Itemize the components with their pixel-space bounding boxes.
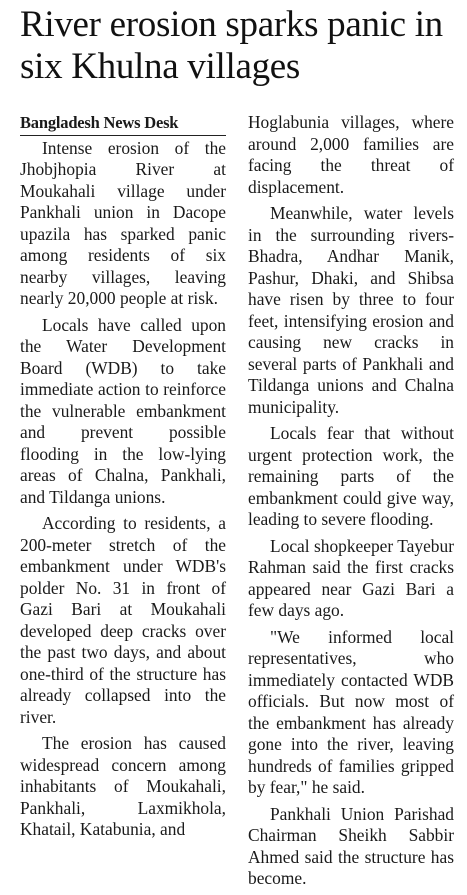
paragraph: Pankhali Union Parishad Chairman Sheikh Sabbir Ahmed said the structure has become. [248,803,454,888]
paragraph: The erosion has caused widespread concern among inhabitants of Moukahali, Pankhali, Laxmikhola, Khatail, Katabunia, and [20,733,226,839]
paragraph: Locals have called upon the Water Development Board (WDB) to take immediate action to reinforce the vulnerable embankment and prevent possible flooding in the low-lying areas of Chalna, Pankhali, and Tildanga unions. [20,314,226,507]
headline: River erosion sparks panic in six Khulna villages [20,4,443,87]
paragraph: Intense erosion of the Jhobjhopia River at Moukahali village under Pankhali union in Dacope upazila has sparked panic among residents of six nearby villages, leaving nearly 20,000 people at risk. [20,137,226,308]
byline: Bangladesh News Desk [20,112,226,136]
article-column-left [20,112,226,846]
article-column-right [248,112,454,895]
paragraph: Local shopkeeper Tayebur Rahman said the first cracks appeared near Gazi Bari a few days ago. [248,535,454,620]
paragraph: According to residents, a 200-meter stretch of the embankment under WDB's polder No. 31 in front of Gazi Bari at Moukahali developed deep cracks over the past two days, and about one-third of the structure has already collapsed into the river. [20,513,226,727]
paragraph: Meanwhile, water levels in the surrounding rivers-Bhadra, Andhar Manik, Pashur, Dhaki, and Shibsa have risen by three to four feet, intensifying erosion and causing new cracks in several parts of Pankhali and Tildanga unions and Chalna municipality. [248,203,454,417]
paragraph: Locals fear that without urgent protection work, the remaining parts of the embankment could give way, leading to severe flooding. [248,423,454,529]
paragraph: "We informed local representatives, who immediately contacted WDB officials. But now most of the embankment has already gone into the river, leaving hundreds of families gripped by fear," he said. [248,626,454,797]
paragraph: Hoglabunia villages, where around 2,000 families are facing the threat of displacement. [248,112,454,197]
